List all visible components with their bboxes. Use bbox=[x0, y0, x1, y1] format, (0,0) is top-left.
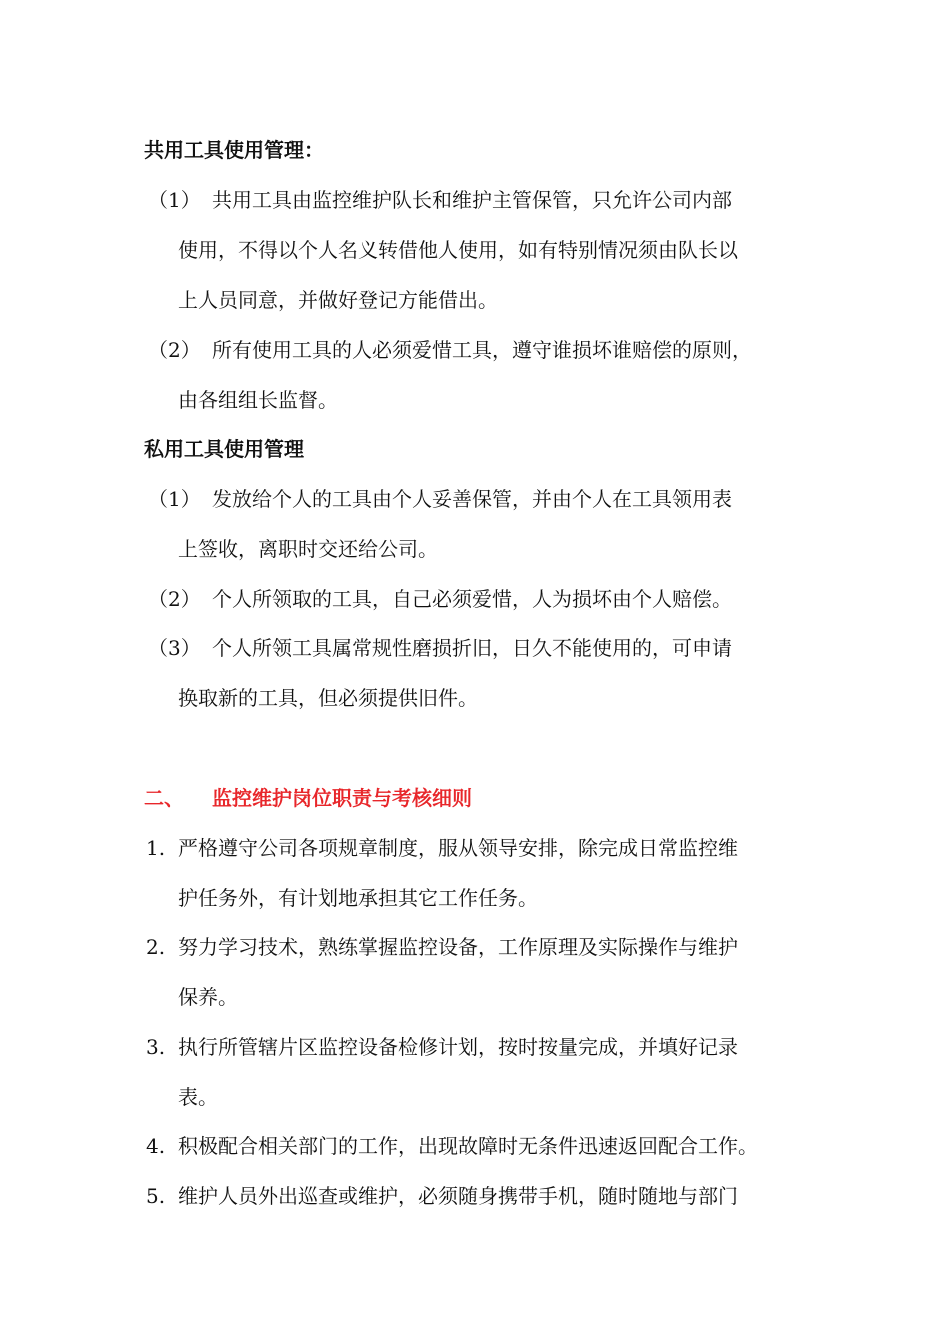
item-text-line: 严格遵守公司各项规章制度，服从领导安排，除完成日常监控维 bbox=[178, 836, 738, 860]
section-two-heading: 监控维护岗位职责与考核细则 bbox=[212, 786, 472, 810]
item-text-line: 共用工具由监控维护队长和维护主管保管，只允许公司内部 bbox=[212, 188, 732, 212]
item-text-line: 积极配合相关部门的工作，出现故障时无条件迅速返回配合工作。 bbox=[178, 1134, 758, 1158]
heading-shared-tools: 共用工具使用管理： bbox=[144, 138, 324, 162]
item-number: 5. bbox=[146, 1184, 166, 1208]
item-text-line: 上人员同意，并做好登记方能借出。 bbox=[178, 288, 498, 312]
item-text-line: 个人所领工具属常规性磨损折旧，日久不能使用的，可申请 bbox=[212, 636, 732, 660]
item-number: 2. bbox=[146, 935, 166, 959]
item-text-line: 维护人员外出巡查或维护，必须随身携带手机，随时随地与部门 bbox=[178, 1184, 738, 1208]
item-text-line: 个人所领取的工具，自己必须爱惜，人为损坏由个人赔偿。 bbox=[212, 587, 732, 611]
item-number: 4. bbox=[146, 1134, 166, 1158]
section-two-number: 二、 bbox=[144, 786, 184, 810]
item-text-line: 使用，不得以个人名义转借他人使用，如有特别情况须由队长以 bbox=[178, 238, 738, 262]
item-text-line: 发放给个人的工具由个人妥善保管，并由个人在工具领用表 bbox=[212, 487, 732, 511]
item-number: （3） bbox=[148, 636, 201, 660]
item-text-line: 执行所管辖片区监控设备检修计划，按时按量完成，并填好记录 bbox=[178, 1035, 738, 1059]
item-number: （1） bbox=[148, 487, 201, 511]
heading-private-tools: 私用工具使用管理 bbox=[144, 437, 304, 461]
item-text-line: 保养。 bbox=[178, 985, 238, 1009]
item-text-line: 所有使用工具的人必须爱惜工具，遵守谁损坏谁赔偿的原则， bbox=[212, 338, 752, 362]
item-number: （1） bbox=[148, 188, 201, 212]
item-text-line: 上签收，离职时交还给公司。 bbox=[178, 537, 438, 561]
item-text-line: 换取新的工具，但必须提供旧件。 bbox=[178, 686, 478, 710]
item-number: （2） bbox=[148, 587, 201, 611]
item-number: 3. bbox=[146, 1035, 166, 1059]
item-text-line: 努力学习技术，熟练掌握监控设备，工作原理及实际操作与维护 bbox=[178, 935, 738, 959]
item-text-line: 护任务外，有计划地承担其它工作任务。 bbox=[178, 886, 538, 910]
item-number: （2） bbox=[148, 338, 201, 362]
item-number: 1. bbox=[146, 836, 166, 860]
item-text-line: 表。 bbox=[178, 1085, 218, 1109]
item-text-line: 由各组组长监督。 bbox=[178, 388, 338, 412]
